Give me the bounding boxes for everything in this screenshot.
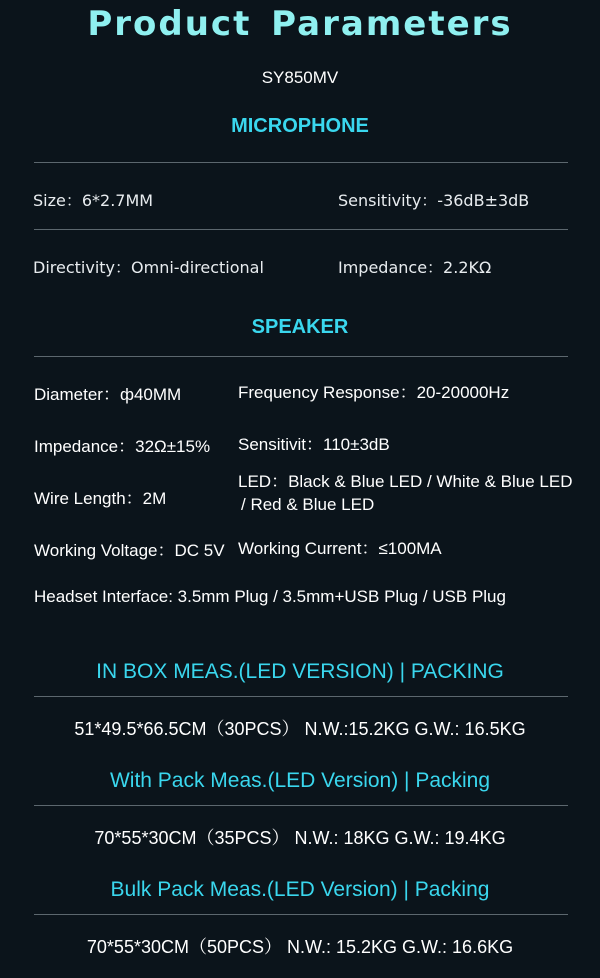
divider bbox=[34, 914, 568, 915]
divider bbox=[34, 162, 568, 163]
speaker-frequency-response: Frequency Response：20-20000Hz bbox=[238, 383, 510, 402]
packing-title-in-box: IN BOX MEAS.(LED VERSION) | PACKING bbox=[96, 660, 504, 683]
divider bbox=[34, 356, 568, 357]
speaker-headset-interface: Headset Interface: 3.5mm Plug / 3.5mm+USB Plug / USB Plug bbox=[34, 587, 506, 606]
packing-title-with-pack: With Pack Meas.(LED Version) | Packing bbox=[109, 769, 491, 792]
packing-details-bulk-pack: 70*55*30CM（50PCS） N.W.: 15.2KG G.W.: 16.6KG bbox=[86, 937, 514, 957]
speaker-led-line-1: LED：Black & Blue LED / White & Blue LED bbox=[238, 472, 573, 491]
model-number: SY850MV bbox=[261, 68, 339, 87]
packing-details-in-box: 51*49.5*66.5CM（30PCS） N.W.:15.2KG G.W.: 16.5KG bbox=[74, 719, 526, 739]
speaker-working-current: Working Current：≤100MA bbox=[238, 539, 442, 558]
speaker-wire-length: Wire Length：2M bbox=[34, 489, 167, 508]
divider bbox=[34, 696, 568, 697]
mic-impedance: Impedance：2.2KΩ bbox=[338, 258, 492, 277]
speaker-sensitivity: Sensitivit：110±3dB bbox=[238, 435, 390, 454]
microphone-section-title: MICROPHONE bbox=[231, 115, 369, 137]
speaker-led bbox=[238, 470, 572, 516]
speaker-working-voltage: Working Voltage：DC 5V bbox=[34, 541, 225, 560]
mic-size: Size：6*2.7MM bbox=[33, 191, 154, 210]
divider bbox=[34, 229, 568, 230]
speaker-section-title: SPEAKER bbox=[251, 316, 349, 338]
speaker-diameter: Diameter：ф40MM bbox=[34, 385, 182, 404]
mic-sensitivity: Sensitivity：-36dB±3dB bbox=[338, 191, 530, 210]
page-title: Product Parameters bbox=[87, 4, 513, 44]
mic-directivity: Directivity：Omni-directional bbox=[33, 258, 264, 277]
packing-title-bulk-pack: Bulk Pack Meas.(LED Version) | Packing bbox=[110, 878, 490, 901]
speaker-impedance: Impedance：32Ω±15% bbox=[34, 437, 211, 456]
packing-details-with-pack: 70*55*30CM（35PCS） N.W.: 18KG G.W.: 19.4KG bbox=[94, 828, 506, 848]
divider bbox=[34, 805, 568, 806]
speaker-led-line-2: / Red & Blue LED bbox=[241, 495, 375, 514]
